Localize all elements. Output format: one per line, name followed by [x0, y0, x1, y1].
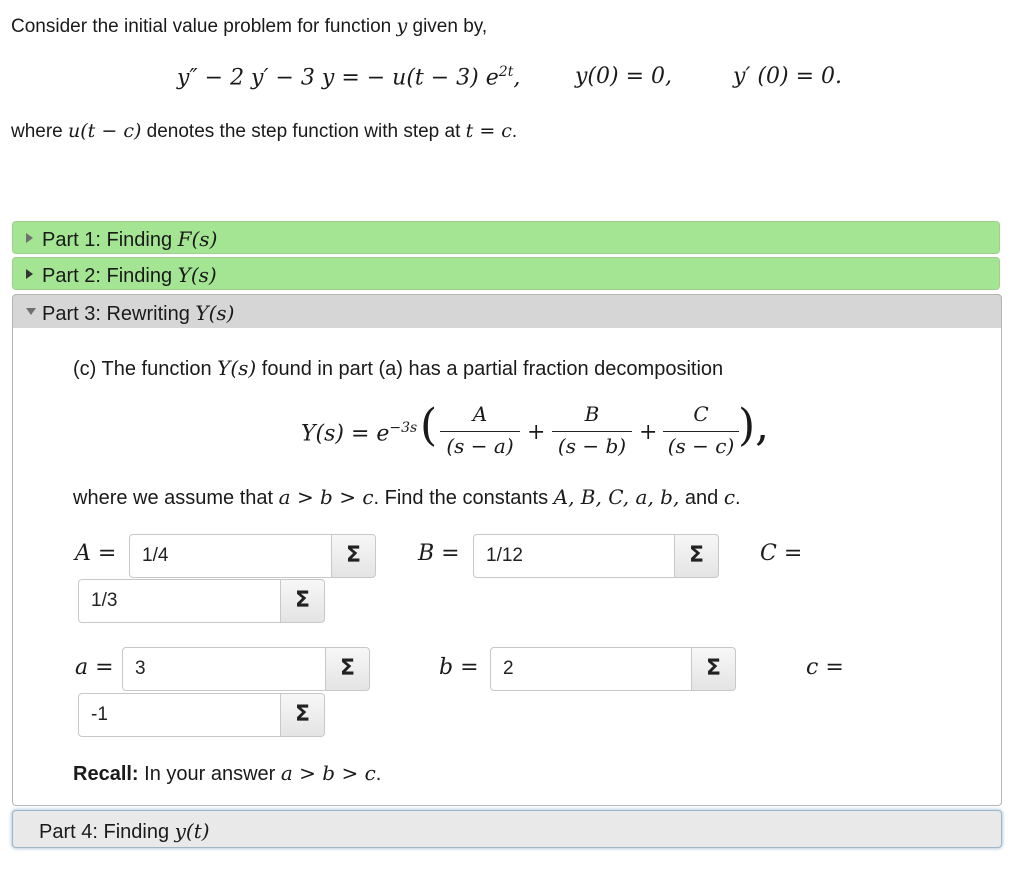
answer-b-input[interactable] [490, 647, 692, 691]
open-paren: ( [420, 400, 438, 451]
label-A: A = [75, 541, 117, 566]
label-C: C = [760, 541, 803, 566]
plus-sign: + [527, 420, 546, 445]
assumption-text: where we assume that a > b > c. Find the constants A, B, C, a, b, and c. [73, 485, 741, 509]
equation-editor-sigma-icon[interactable]: Σ [332, 534, 376, 578]
answer-B-input[interactable] [473, 534, 675, 578]
part3-question: (c) The function Y(s) found in part (a) has a partial fraction decomposition [73, 356, 724, 380]
equation-editor-sigma-icon[interactable]: Σ [675, 534, 719, 578]
part1-header[interactable]: Part 1: Finding F(s) [12, 221, 1000, 254]
part4-header[interactable]: Part 4: Finding y(t) [12, 810, 1002, 848]
equation-editor-sigma-icon[interactable]: Σ [326, 647, 370, 691]
answer-C-input[interactable] [78, 579, 281, 623]
label-B: B = [418, 541, 460, 566]
step-function-note: where u(t − c) denotes the step function with step at t = c. [11, 120, 518, 142]
part2-header[interactable]: Part 2: Finding Y(s) [12, 257, 1000, 290]
ode-equation: y″ − 2 y′ − 3 y = − u(t − 3) $e^{2t}$, [177, 64, 521, 91]
answer-c-input[interactable] [78, 693, 281, 737]
expanded-arrow-icon [26, 308, 36, 315]
close-paren: ), [738, 400, 770, 451]
collapsed-arrow-icon [26, 233, 33, 243]
plus-sign: + [639, 420, 658, 445]
initial-condition-y: y(0) = 0, [575, 64, 673, 89]
collapsed-arrow-icon [26, 269, 33, 279]
equation-editor-sigma-icon[interactable]: Σ [692, 647, 736, 691]
equation-editor-sigma-icon[interactable]: Σ [281, 579, 325, 623]
decomposition-lhs: $Y(s) = e^{-3s}$ [301, 420, 418, 447]
initial-condition-yprime: y′ (0) = 0. [733, 64, 842, 89]
label-c: c = [806, 655, 844, 680]
recall-note: Recall: In your answer a > b > c. [73, 761, 382, 785]
part3-header[interactable]: Part 3: Rewriting Y(s) [12, 294, 1002, 329]
problem-intro: Consider the initial value problem for function y given by, [11, 15, 488, 37]
answer-a-input[interactable] [122, 647, 326, 691]
equation-editor-sigma-icon[interactable]: Σ [281, 693, 325, 737]
answer-A-input[interactable] [129, 534, 332, 578]
label-a: a = [75, 655, 114, 680]
label-b: b = [439, 655, 479, 680]
